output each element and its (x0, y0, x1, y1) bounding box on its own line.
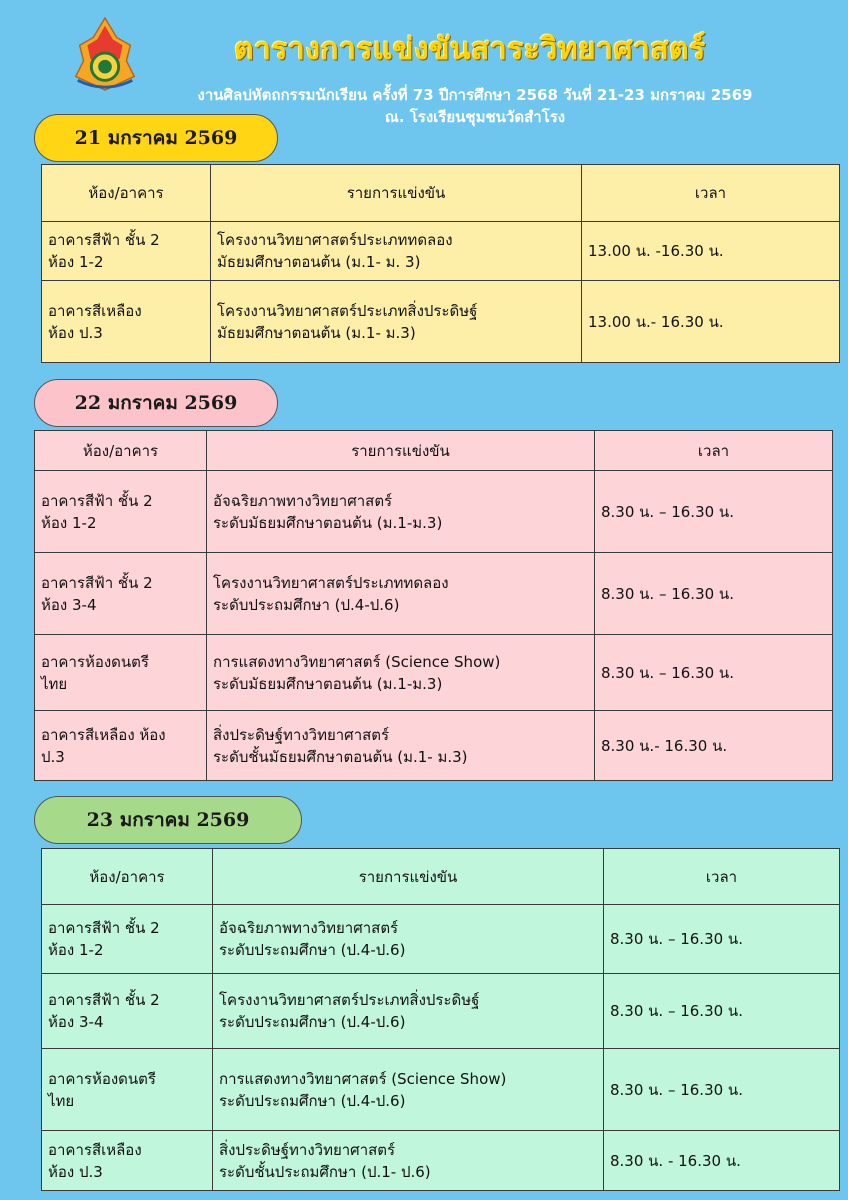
time-cell: 8.30 น. – 16.30 น. (604, 1049, 840, 1131)
room-cell: อาคารสีเหลือง ห้อง ป.3 (42, 1131, 213, 1191)
column-header-event: รายการแข่งขัน (213, 849, 604, 905)
room-cell: อาคารสีฟ้า ชั้น 2 ห้อง 3-4 (42, 974, 213, 1049)
subtitle-venue: ณ. โรงเรียนชุมชนวัดสำโรง (384, 108, 566, 126)
table-header-row (42, 165, 840, 222)
table-row (42, 1131, 840, 1191)
column-header-room: ห้อง/อาคาร (42, 849, 213, 905)
column-header-event: รายการแข่งขัน (207, 431, 595, 471)
day2-date-badge: 22 มกราคม 2569 (34, 379, 278, 427)
column-header-event: รายการแข่งขัน (211, 165, 582, 222)
day3-schedule-table (41, 848, 840, 1191)
day3-date-badge: 23 มกราคม 2569 (34, 796, 302, 844)
event-cell: การแสดงทางวิทยาศาสตร์ (Science Show) ระดับมัธยมศึกษาตอนต้น (ม.1-ม.3) (207, 635, 595, 711)
event-cell: การแสดงทางวิทยาศาสตร์ (Science Show) ระดับประถมศึกษา (ป.4-ป.6) (213, 1049, 604, 1131)
event-cell: โครงงานวิทยาศาสตร์ประเภททดลอง มัธยมศึกษาตอนต้น (ม.1- ม. 3) (211, 222, 582, 281)
school-emblem-icon (66, 16, 144, 94)
time-cell: 8.30 น. – 16.30 น. (604, 974, 840, 1049)
room-cell: อาคารสีเหลือง ห้อง ป.3 (35, 711, 207, 781)
table-row (35, 471, 833, 553)
room-cell: อาคารสีฟ้า ชั้น 2 ห้อง 1-2 (35, 471, 207, 553)
day2-schedule-table (34, 430, 833, 781)
room-cell: อาคารสีฟ้า ชั้น 2 ห้อง 3-4 (35, 553, 207, 635)
table-row (35, 711, 833, 781)
table-row (42, 974, 840, 1049)
time-cell: 8.30 น. - 16.30 น. (604, 1131, 840, 1191)
column-header-room: ห้อง/อาคาร (35, 431, 207, 471)
event-cell: สิ่งประดิษฐ์ทางวิทยาศาสตร์ ระดับชั้นประถมศึกษา (ป.1- ป.6) (213, 1131, 604, 1191)
room-cell: อาคารสีเหลือง ห้อง ป.3 (42, 281, 211, 363)
page-title: ตารางการแข่งขันสาระวิทยาศาสตร์ (234, 32, 706, 67)
day1-schedule-table (41, 164, 840, 363)
column-header-time: เวลา (595, 431, 833, 471)
time-cell: 8.30 น. – 16.30 น. (595, 635, 833, 711)
event-cell: โครงงานวิทยาศาสตร์ประเภทสิ่งประดิษฐ์ ระดับประถมศึกษา (ป.4-ป.6) (213, 974, 604, 1049)
time-cell: 8.30 น. – 16.30 น. (595, 553, 833, 635)
table-row (42, 281, 840, 363)
room-cell: อาคารสีฟ้า ชั้น 2 ห้อง 1-2 (42, 222, 211, 281)
event-cell: อัจฉริยภาพทางวิทยาศาสตร์ ระดับประถมศึกษา (ป.4-ป.6) (213, 905, 604, 974)
column-header-time: เวลา (582, 165, 840, 222)
room-cell: อาคารห้องดนตรี ไทย (42, 1049, 213, 1131)
event-cell: โครงงานวิทยาศาสตร์ประเภทสิ่งประดิษฐ์ มัธยมศึกษาตอนต้น (ม.1- ม.3) (211, 281, 582, 363)
table-row (42, 1049, 840, 1131)
event-cell: อัจฉริยภาพทางวิทยาศาสตร์ ระดับมัธยมศึกษาตอนต้น (ม.1-ม.3) (207, 471, 595, 553)
table-header-row (35, 431, 833, 471)
time-cell: 13.00 น. -16.30 น. (582, 222, 840, 281)
event-cell: สิ่งประดิษฐ์ทางวิทยาศาสตร์ ระดับชั้นมัธยมศึกษาตอนต้น (ม.1- ม.3) (207, 711, 595, 781)
table-row (35, 635, 833, 711)
time-cell: 8.30 น. – 16.30 น. (604, 905, 840, 974)
column-header-room: ห้อง/อาคาร (42, 165, 211, 222)
table-row (42, 905, 840, 974)
day1-date-badge: 21 มกราคม 2569 (34, 114, 278, 162)
time-cell: 8.30 น.- 16.30 น. (595, 711, 833, 781)
table-row (35, 553, 833, 635)
time-cell: 13.00 น.- 16.30 น. (582, 281, 840, 363)
time-cell: 8.30 น. – 16.30 น. (595, 471, 833, 553)
table-row (42, 222, 840, 281)
room-cell: อาคารสีฟ้า ชั้น 2 ห้อง 1-2 (42, 905, 213, 974)
table-header-row (42, 849, 840, 905)
room-cell: อาคารห้องดนตรี ไทย (35, 635, 207, 711)
event-cell: โครงงานวิทยาศาสตร์ประเภททดลอง ระดับประถมศึกษา (ป.4-ป.6) (207, 553, 595, 635)
column-header-time: เวลา (604, 849, 840, 905)
subtitle-event: งานศิลปหัตถกรรมนักเรียน ครั้งที่ 73 ปีการศึกษา 2568 วันที่ 21-23 มกราคม 2569 (197, 86, 753, 104)
